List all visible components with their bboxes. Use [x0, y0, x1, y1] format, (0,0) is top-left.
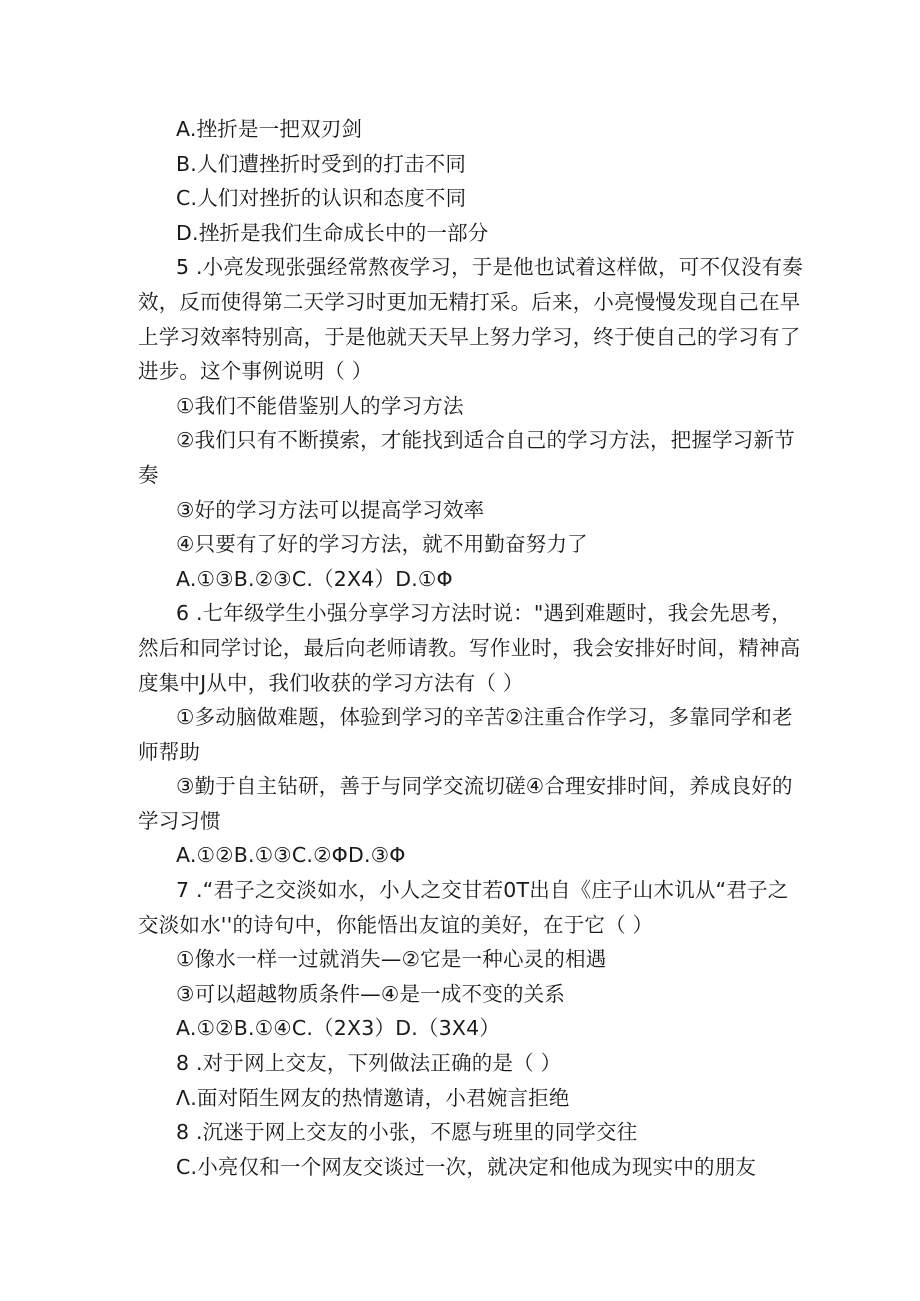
text-line: 度集中J从中，我们收获的学习方法有（ ）: [138, 670, 524, 695]
text-line: A.挫折是一把双刃剑: [176, 117, 363, 141]
text-line: D.挫折是我们生命成长中的一部分: [176, 220, 489, 245]
text-line: ④只要有了好的学习方法，就不用勤奋努力了: [176, 532, 588, 557]
text-line: 5 .小亮发现张强经常熬夜学习，于是他也试着这样做，可不仅没有奏: [176, 255, 803, 280]
text-line: ③勤于自主钻研，善于与同学交流切磋④合理安排时间，养成良好的: [176, 774, 793, 799]
text-line: 交淡如水''的诗句中，你能悟出友谊的美好，在于它（ ）: [138, 912, 654, 937]
text-line: 师帮助: [138, 739, 201, 764]
text-line: 效，反而使得第二天学习时更加无精打采。后来，小亮慢慢发现自己在早: [138, 289, 801, 314]
text-line: ①我们不能借鉴别人的学习方法: [176, 393, 464, 418]
text-line: 8 .对于网上交友，下列做法正确的是（ ）: [176, 1051, 562, 1076]
text-line: ②我们只有不断摸索，才能找到适合自己的学习方法，把握学习新节: [176, 428, 795, 453]
text-line: 上学习效率特别高，于是他就天天早上努力学习，终于使自己的学习有了: [138, 324, 801, 349]
text-line: ①像水一样一过就消失—②它是一种心灵的相遇: [176, 947, 607, 972]
text-line: A.①②B.①③C.②ΦD.③Φ: [176, 843, 406, 868]
text-line: 进步。这个事例说明（ ）: [138, 359, 373, 384]
text-line: 然后和同学讨论，最后向老师请教。写作业时，我会安排好时间，精神高: [138, 635, 801, 660]
text-line: 奏: [138, 462, 159, 487]
text-line: C.人们对挫折的认识和态度不同: [176, 186, 467, 211]
text-line: B.人们遭挫折时受到的打击不同: [176, 151, 467, 176]
text-line: ③可以超越物质条件—④是一成不变的关系: [176, 981, 566, 1006]
text-line: 8 .沉迷于网上交友的小张，不愿与班里的同学交往: [176, 1120, 638, 1145]
text-line: 学习习惯: [138, 808, 221, 833]
text-line: ①多动脑做难题，体验到学习的辛苦②注重合作学习，多靠同学和老: [176, 705, 793, 730]
text-line: C.小亮仅和一个网友交谈过一次，就决定和他成为现实中的朋友: [176, 1154, 757, 1179]
text-line: A.①②B.①④C.（2X3）D.（3X4）: [176, 1016, 501, 1041]
text-line: 7 .“君子之交淡如水，小人之交甘若0T出自《庄子山木讥从“君子之: [176, 878, 789, 903]
document-body: [138, 112, 803, 1184]
text-line: A.①③B.②③C.（2X4）D.①Φ: [176, 566, 453, 591]
text-line: ③好的学习方法可以提高学习效率: [176, 497, 485, 522]
text-line: 6 .七年级学生小强分享学习方法时说："遇到难题时，我会先思考，: [176, 601, 792, 626]
text-line: Λ.面对陌生网友的热情邀请，小君婉言拒绝: [176, 1085, 570, 1110]
